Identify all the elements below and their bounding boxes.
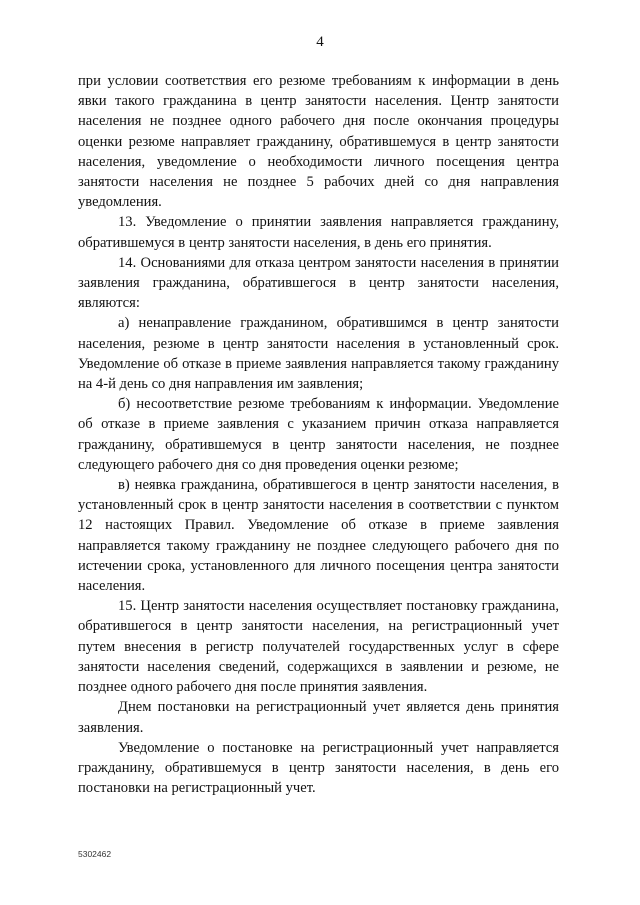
paragraph-item-13: 13. Уведомление о принятии заявления направляется гражданину, обратившемуся в центр занятости населения, в день его принятия. — [78, 214, 559, 251]
paragraph-subitem-v: в) неявка гражданина, обратившегося в центр занятости населения, в установленный срок в центр занятости населения в соответствии с пунктом 12 настоящих Правил. Уведомление об отказе в приеме заявления направляется такому гражданину не позднее следующего рабочего дня по истечении срока, установленного для личного посещения центра занятости населения. — [78, 477, 559, 595]
paragraph-item-15: 15. Центр занятости населения осуществляет постановку гражданина, обратившегося в центр занятости населения, на регистрационный учет путем внесения в регистр получателей государственных услуг в сфере занятости населения сведений, содержащихся в заявлении и резюме, не позднее одного рабочего дня после принятия заявления. — [78, 598, 559, 696]
document-code: 5302462 — [78, 849, 112, 859]
paragraph-subitem-a: а) ненаправление гражданином, обратившимся в центр занятости населения, резюме в центр занятости населения в установленный срок. Уведомление об отказе в приеме заявления направляется такому гражданину на 4-й день со дня направления им заявления; — [78, 315, 559, 393]
paragraph-continuation: при условии соответствия его резюме требованиям к информации в день явки такого гражданина в центр занятости населения. Центр занятости населения не позднее одного рабочего дня после окончания процедуры оценки резюме направляет гражданину, обратившемуся в центр занятости населения, уведомление о необходимости личного посещения центра занятости населения не позднее 5 рабочих дней со дня направления уведомления. — [78, 73, 559, 211]
paragraph-subitem-b: б) несоответствие резюме требованиям к информации. Уведомление об отказе в приеме заявления с указанием причин отказа направляется гражданину, обратившемуся в центр занятости населения, не позднее следующего рабочего дня со дня проведения оценки резюме; — [78, 396, 559, 473]
paragraph-item-14: 14. Основаниями для отказа центром занятости населения в принятии заявления гражданина, обратившегося в центр занятости населения, являются: — [78, 254, 559, 312]
paragraph-registration-day: Днем постановки на регистрационный учет является день принятия заявления. — [78, 699, 559, 736]
document-body — [78, 71, 559, 798]
paragraph-registration-notice: Уведомление о постановке на регистрационный учет направляется гражданину, обратившемуся в центр занятости населения, в день его постановки на регистрационный учет. — [78, 739, 559, 797]
page-number: 4 — [316, 34, 324, 50]
